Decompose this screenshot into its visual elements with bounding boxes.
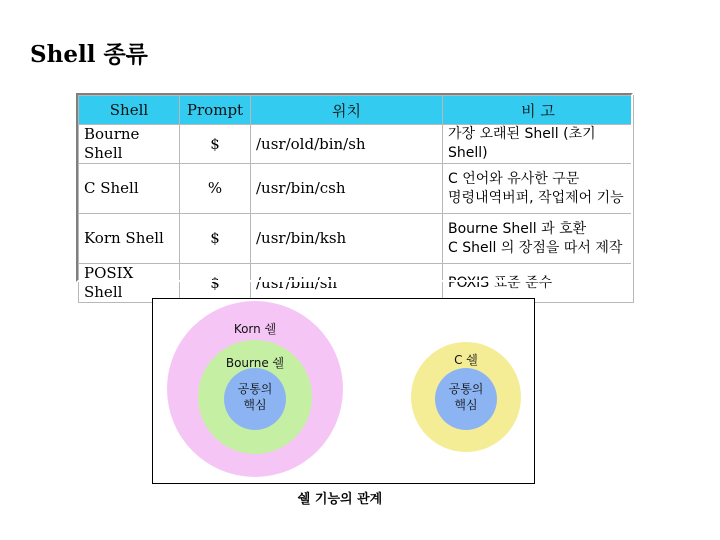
cell-path: /usr/old/bin/sh xyxy=(251,125,443,164)
cell-shell-name: POSIX Shell xyxy=(79,264,180,303)
remark-line: 명령내역버퍼, 작업제어 기능 xyxy=(448,189,624,206)
table-row xyxy=(79,214,634,264)
cell-shell-name: Bourne Shell xyxy=(79,125,180,164)
remark-line: C Shell 의 장점을 따서 제작 xyxy=(448,239,623,256)
c-shell-label: C 쉘 xyxy=(454,353,478,367)
cell-prompt: $ xyxy=(180,264,251,303)
cell-prompt: $ xyxy=(180,125,251,164)
table-row xyxy=(79,264,634,303)
cell-shell-name: C Shell xyxy=(79,164,180,214)
remark-line: POXIS 표준 준수 xyxy=(448,274,553,291)
cell-prompt: $ xyxy=(180,214,251,264)
bourne-shell-label: Bourne 쉘 xyxy=(225,356,285,370)
remark-line: C 언어와 유사한 구문 xyxy=(448,170,580,187)
table-row xyxy=(79,164,634,214)
common-core-label-left-line2: 핵심 xyxy=(243,398,267,412)
table-row xyxy=(79,125,634,164)
common-core-label-left-line1: 공통의 xyxy=(237,382,273,396)
cell-remarks xyxy=(443,214,634,264)
remark-line: Bourne Shell 과 호환 xyxy=(448,220,587,237)
common-core-label-right-line2: 핵심 xyxy=(454,398,478,412)
common-core-label-right-line1: 공통의 xyxy=(448,382,484,396)
shell-relationship-diagram xyxy=(152,298,535,484)
table-header-row xyxy=(79,96,634,125)
cell-remarks xyxy=(443,164,634,214)
cell-shell-name: Korn Shell xyxy=(79,214,180,264)
cell-path: /usr/bin/sh xyxy=(251,264,443,303)
korn-shell-label: Korn 쉘 xyxy=(233,322,277,336)
header-remarks: 비 고 xyxy=(443,96,634,125)
cell-path: /usr/bin/csh xyxy=(251,164,443,214)
remark-line: 가장 오래된 Shell (초기 Shell) xyxy=(448,126,596,161)
cell-prompt: % xyxy=(180,164,251,214)
cell-remarks xyxy=(443,125,634,164)
cell-path: /usr/bin/ksh xyxy=(251,214,443,264)
header-location: 위치 xyxy=(251,96,443,125)
page-title: Shell 종류 xyxy=(30,41,148,68)
venn-diagram-svg xyxy=(153,299,534,483)
shell-comparison-table xyxy=(78,95,634,303)
diagram-caption: 쉘 기능의 관계 xyxy=(297,492,383,507)
header-prompt: Prompt xyxy=(180,96,251,125)
cell-remarks xyxy=(443,264,634,303)
header-shell: Shell xyxy=(79,96,180,125)
